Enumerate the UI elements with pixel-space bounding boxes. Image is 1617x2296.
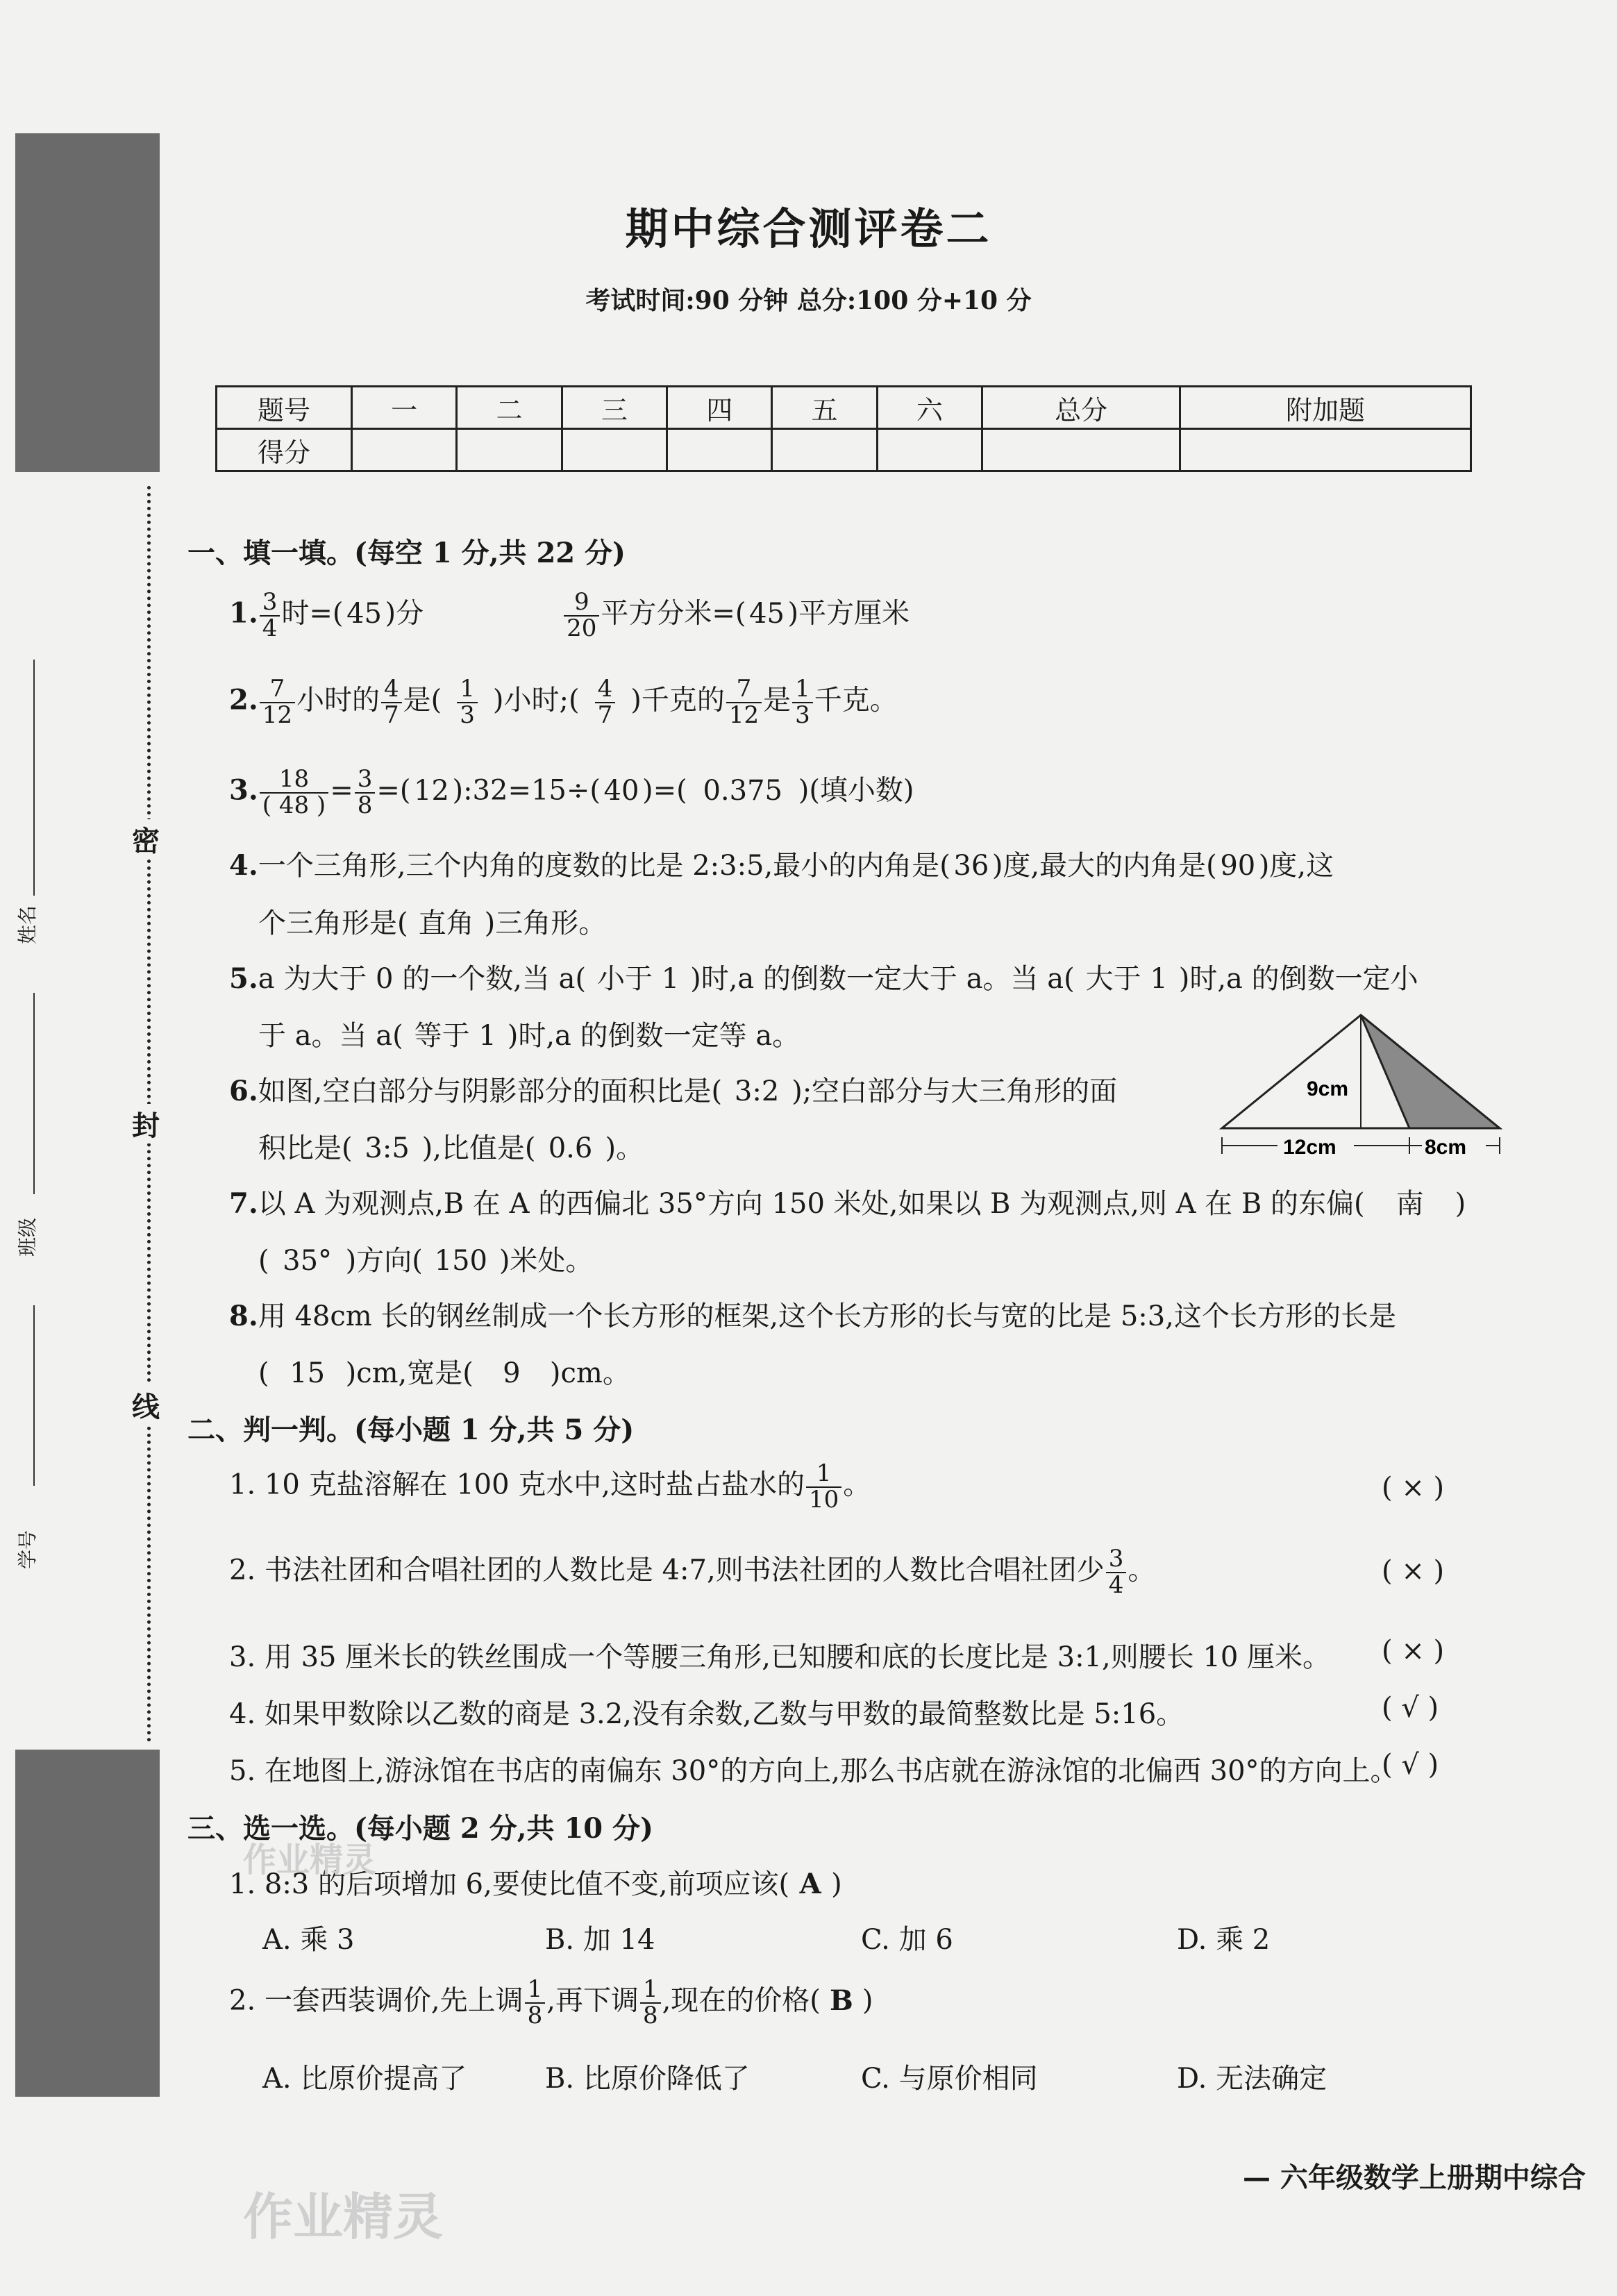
header-cell: 总分 <box>982 387 1180 429</box>
text: ( <box>258 1357 269 1389</box>
answer: 90 <box>1220 850 1256 882</box>
numerator: 7 <box>260 677 295 703</box>
text: )方向( <box>345 1245 423 1277</box>
answer: B <box>830 1984 853 2017</box>
numerator: 18 <box>260 767 328 794</box>
text: ) <box>831 1868 842 1900</box>
fraction <box>260 677 295 728</box>
watermark: 作业精灵 <box>243 2187 444 2246</box>
numerator: 1 <box>806 1461 841 1488</box>
denominator: 7 <box>597 701 613 729</box>
page-title: 期中综合测评卷二 <box>625 203 992 254</box>
header-cell: 五 <box>772 387 877 429</box>
text: 个三角形是( <box>258 907 408 939</box>
text: 以 A 为观测点,B 在 A 的西偏北 35°方向 150 米处,如果以 B 为观测点,则 A 在 B 的东偏( <box>258 1188 1365 1220</box>
answer: 12 <box>414 774 449 807</box>
text: ) <box>1455 1188 1466 1220</box>
s1-question-8-line2 <box>258 1351 630 1391</box>
s2-answer-1: ( × ) <box>1382 1472 1445 1504</box>
text: 如图,空白部分与阴影部分的面积比是( <box>258 1075 723 1107</box>
numerator: 1 <box>525 1977 546 2004</box>
score-cell <box>562 429 667 471</box>
s3-q1-option-b: B. 加 14 <box>545 1924 655 1956</box>
s2-answer-4: ( √ ) <box>1382 1692 1439 1724</box>
text: 是 <box>763 684 791 717</box>
text: )度,最大的内角是( <box>991 850 1217 882</box>
q-num: 1. <box>229 596 258 630</box>
s3-question-2 <box>229 1977 873 2028</box>
answer: 150 <box>434 1245 487 1277</box>
text: 。 <box>1128 1554 1156 1586</box>
answer: 9 <box>503 1357 521 1389</box>
height-label: 9cm <box>1307 1078 1349 1100</box>
s1-question-4-line2 <box>258 901 606 941</box>
denominator: ( 48 ) <box>262 791 326 819</box>
text: )平方厘米 <box>787 597 910 630</box>
answer: 小于 1 <box>597 963 680 995</box>
text: 一个三角形,三个内角的度数的比是 2:3:5,最小的内角是( <box>258 850 950 882</box>
section3-heading: 三、选一选。(每小题 2 分,共 10 分) <box>187 1812 653 1845</box>
text: )=( <box>642 774 687 807</box>
answer: 等于 1 <box>414 1020 496 1052</box>
text: 2. 书法社团和合唱社团的人数比是 4:7,则书法社团的人数比合唱社团少 <box>229 1554 1105 1586</box>
answer: 45 <box>346 597 382 630</box>
text: )时,a 的倒数一定小 <box>1178 963 1418 995</box>
s1-question-7 <box>229 1182 1466 1221</box>
text: ),比值是( <box>421 1132 536 1164</box>
denominator: 3 <box>460 701 475 729</box>
header-cell: 题号 <box>217 387 352 429</box>
class-label: 班级 <box>16 1217 39 1257</box>
text: 1. 10 克盐溶解在 100 克水中,这时盐占盐水的 <box>229 1468 805 1501</box>
denominator: 20 <box>567 614 597 642</box>
fraction <box>564 590 599 641</box>
score-cell <box>352 429 457 471</box>
s1-question-6 <box>229 1069 1117 1109</box>
s1-question-8 <box>229 1294 1396 1334</box>
s1-question-5 <box>229 957 1418 996</box>
text: 于 a。当 a( <box>258 1020 403 1052</box>
base-a-label: 12cm <box>1283 1136 1337 1159</box>
header-cell: 一 <box>352 387 457 429</box>
text: 积比是( <box>258 1132 353 1164</box>
s2-question-1 <box>229 1461 871 1512</box>
text: )。 <box>605 1132 644 1164</box>
answer: 0.6 <box>548 1132 593 1164</box>
q-num: 8. <box>229 1300 258 1332</box>
denominator: 4 <box>262 614 278 642</box>
s3-q2-option-b: B. 比原价降低了 <box>545 2063 750 2095</box>
numerator: 4 <box>381 677 402 703</box>
section1-heading: 一、填一填。(每空 1 分,共 22 分) <box>187 537 626 569</box>
id-rule <box>33 1305 35 1486</box>
text: 时=( <box>281 597 344 630</box>
text: )度,这 <box>1258 850 1334 882</box>
binding-bar-bottom <box>15 1750 160 2097</box>
fraction <box>726 677 762 728</box>
fraction <box>1106 1547 1127 1598</box>
numerator: 4 <box>595 677 616 703</box>
s3-q2-option-c: C. 与原价相同 <box>861 2063 1038 2095</box>
text: 小时的 <box>296 684 380 717</box>
id-label: 学号 <box>16 1530 39 1569</box>
denominator: 3 <box>795 701 810 729</box>
q-num: 5. <box>229 962 258 995</box>
header-cell: 二 <box>457 387 562 429</box>
text: 平方分米=( <box>601 597 746 630</box>
fraction <box>260 767 328 818</box>
text: ,再下调 <box>546 1984 639 2017</box>
fraction <box>381 677 402 728</box>
score-table-score-row <box>217 429 1471 471</box>
fraction <box>640 1977 661 2028</box>
denominator: 12 <box>262 701 293 729</box>
answer: 0.375 <box>703 774 782 807</box>
q-num: 2. <box>229 683 258 717</box>
denominator: 4 <box>1108 1570 1124 1599</box>
name-rule <box>33 660 35 896</box>
text: )时,a 的倒数一定等 a。 <box>507 1020 801 1052</box>
answer: 直角 <box>418 907 474 939</box>
text: )cm,宽是( <box>345 1357 474 1389</box>
header-cell: 六 <box>877 387 982 429</box>
binding-char-mi: 密 <box>132 819 160 859</box>
s2-question-3: 3. 用 35 厘米长的铁丝围成一个等腰三角形,已知腰和底的长度比是 3:1,则腰长 10 厘米。 <box>229 1641 1331 1673</box>
denominator: 12 <box>728 701 760 729</box>
text: )时,a 的倒数一定大于 a。当 a( <box>690 963 1075 995</box>
score-cell <box>1180 429 1471 471</box>
s1-question-6-line2 <box>258 1126 644 1166</box>
fraction <box>806 1461 841 1512</box>
header-cell: 附加题 <box>1180 387 1471 429</box>
row-label: 得分 <box>217 429 352 471</box>
denominator: 10 <box>808 1485 839 1514</box>
answer: 36 <box>953 850 989 882</box>
q-num: 6. <box>229 1075 258 1107</box>
answer: 3:2 <box>734 1075 780 1107</box>
s2-answer-5: ( √ ) <box>1382 1749 1439 1781</box>
class-rule <box>33 993 35 1194</box>
s2-question-2 <box>229 1547 1155 1598</box>
header-cell: 三 <box>562 387 667 429</box>
text: )千克的 <box>630 684 725 717</box>
text: )米处。 <box>498 1245 594 1277</box>
text: 是( <box>403 684 442 717</box>
s3-q2-option-d: D. 无法确定 <box>1177 2063 1327 2095</box>
numerator: 7 <box>726 677 762 703</box>
q-num: 4. <box>229 849 258 882</box>
numerator: 1 <box>640 1977 661 2004</box>
fraction <box>355 767 376 818</box>
header-cell: 四 <box>667 387 772 429</box>
text: )分 <box>385 597 424 630</box>
text: ( <box>258 1245 269 1277</box>
s3-q1-option-a: A. 乘 3 <box>262 1924 355 1956</box>
fraction <box>525 1977 546 2028</box>
s1-question-3 <box>229 767 914 818</box>
text: ) <box>862 1984 873 2017</box>
s2-question-5: 5. 在地图上,游泳馆在书店的南偏东 30°的方向上,那么书店就在游泳馆的北偏西 30°的方向上。 <box>229 1755 1398 1787</box>
s1-question-4 <box>229 844 1334 883</box>
numerator: 3 <box>1106 1547 1127 1573</box>
answer: 大于 1 <box>1085 963 1168 995</box>
numerator: 9 <box>564 590 599 617</box>
text: ):32=15÷( <box>452 774 601 807</box>
score-cell <box>667 429 772 471</box>
fraction <box>260 590 280 641</box>
s1-question-2 <box>229 677 898 728</box>
base-b-label: 8cm <box>1425 1136 1467 1159</box>
score-cell <box>877 429 982 471</box>
answer: 南 <box>1396 1188 1424 1220</box>
text: 用 48cm 长的钢丝制成一个长方形的框架,这个长方形的长与宽的比是 5:3,这个长方形的长是 <box>258 1300 1396 1332</box>
denominator: 8 <box>357 791 373 819</box>
text: ,现在的价格( <box>662 1984 821 2017</box>
s1-question-7-line2 <box>258 1239 593 1278</box>
answer: 35° <box>283 1245 333 1277</box>
denominator: 8 <box>642 2001 658 2029</box>
numerator: 3 <box>260 590 280 617</box>
text: )小时;( <box>492 684 580 717</box>
answer: 3:5 <box>365 1132 410 1164</box>
q-num: 7. <box>229 1187 258 1220</box>
s3-q1-option-d: D. 乘 2 <box>1177 1924 1271 1956</box>
score-cell <box>982 429 1180 471</box>
watermark: 作业精灵 <box>243 1841 377 1879</box>
binding-char-xian: 线 <box>132 1385 160 1425</box>
score-table-header-row <box>217 387 1471 429</box>
answer: 40 <box>603 774 639 807</box>
text: =( <box>376 774 411 807</box>
s2-answer-3: ( × ) <box>1382 1635 1445 1667</box>
text: 千克。 <box>814 684 898 717</box>
answer: 45 <box>749 597 785 630</box>
text: 2. 一套西装调价,先上调 <box>229 1984 523 2017</box>
q-num: 3. <box>229 773 258 807</box>
triangle-figure <box>1215 1007 1507 1166</box>
score-cell <box>457 429 562 471</box>
s1-question-1 <box>229 590 910 641</box>
text: 1. 8:3 的后项增加 6,要使比值不变,前项应该( <box>229 1868 790 1900</box>
binding-char-feng: 封 <box>132 1104 160 1143</box>
denominator: 8 <box>527 2001 543 2029</box>
numerator: 1 <box>457 677 478 703</box>
name-label: 姓名 <box>16 905 39 944</box>
answer-fraction <box>457 677 478 728</box>
answer-fraction <box>595 677 616 728</box>
exam-info: 考试时间:90 分钟 总分:100 分+10 分 <box>585 286 1032 315</box>
numerator: 1 <box>792 677 813 703</box>
fraction <box>792 677 813 728</box>
text: a 为大于 0 的一个数,当 a( <box>258 963 587 995</box>
denominator: 7 <box>384 701 399 729</box>
answer: A <box>799 1868 821 1900</box>
text: )cm。 <box>549 1357 630 1389</box>
score-cell <box>772 429 877 471</box>
text: );空白部分与大三角形的面 <box>791 1075 1118 1107</box>
page-footer: — 六年级数学上册期中综合 <box>1243 2161 1586 2194</box>
s3-q2-option-a: A. 比原价提高了 <box>262 2063 467 2095</box>
section2-heading: 二、判一判。(每小题 1 分,共 5 分) <box>187 1414 635 1446</box>
s2-answer-2: ( × ) <box>1382 1555 1445 1587</box>
answer: 15 <box>290 1357 326 1389</box>
numerator: 3 <box>355 767 376 794</box>
s2-question-4: 4. 如果甲数除以乙数的商是 3.2,没有余数,乙数与甲数的最简整数比是 5:16。 <box>229 1698 1184 1730</box>
s1-question-5-line2 <box>258 1014 800 1053</box>
s3-q1-option-c: C. 加 6 <box>861 1924 953 1956</box>
text: = <box>330 774 353 807</box>
text: 。 <box>843 1468 871 1501</box>
text: )(填小数) <box>798 774 914 807</box>
text: )三角形。 <box>484 907 607 939</box>
score-table <box>215 385 1472 472</box>
